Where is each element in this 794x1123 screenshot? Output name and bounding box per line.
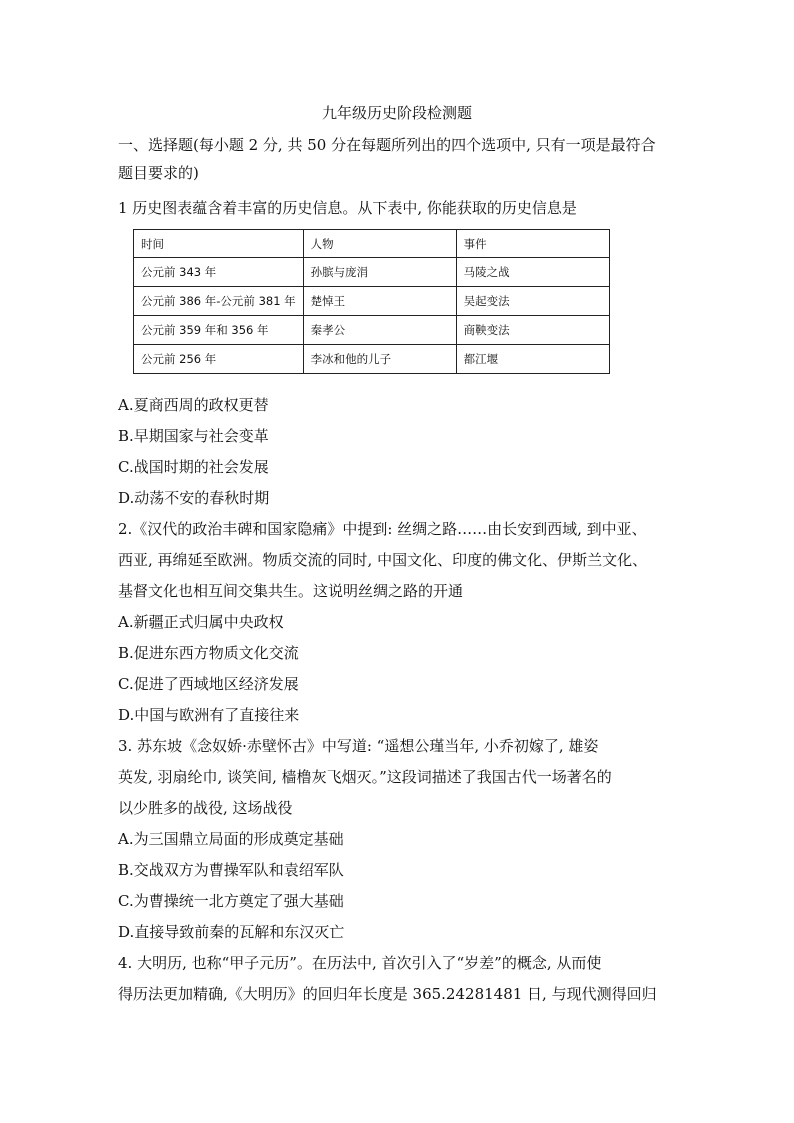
question-3-stem: 以少胜多的战役, 这场战役	[118, 799, 293, 817]
table-cell-person: 秦孝公	[303, 316, 456, 345]
table-cell-event: 吴起变法	[456, 287, 609, 316]
table-cell-person: 李冰和他的儿子	[303, 345, 456, 374]
table-row	[134, 345, 610, 374]
table-cell-event: 商鞅变法	[456, 316, 609, 345]
question-2-stem: 2.《汉代的政治丰碑和国家隐痛》中提到: 丝绸之路……由长安到西域, 到中亚、	[118, 520, 647, 538]
question-1-option-a: A.夏商西周的政权更替	[118, 396, 269, 414]
question-4-stem: 得历法更加精确,《大明历》的回归年长度是 365.24281481 日, 与现代测得回归	[118, 985, 657, 1003]
question-3-option-b: B.交战双方为曹操军队和袁绍军队	[118, 861, 344, 879]
question-1-option-b: B.早期国家与社会变革	[118, 427, 269, 445]
question-3-option-a: A.为三国鼎立局面的形成奠定基础	[118, 830, 344, 848]
question-1-option-c: C.战国时期的社会发展	[118, 458, 269, 476]
question-3-stem: 3. 苏东坡《念奴娇·赤壁怀古》中写道: “遥想公瑾当年, 小乔初嫁了, 雄姿	[118, 737, 599, 755]
table-row	[134, 316, 610, 345]
table-cell-time: 公元前 359 年和 356 年	[134, 316, 304, 345]
question-4-stem: 4. 大明历, 也称“甲子元历”。在历法中, 首次引入了“岁差”的概念, 从而使	[118, 954, 602, 972]
question-2-option-a: A.新疆正式归属中央政权	[118, 613, 284, 631]
history-table	[133, 229, 610, 374]
section-heading-cont: 题目要求的)	[118, 164, 199, 182]
question-1-option-d: D.动荡不安的春秋时期	[118, 489, 270, 507]
table-cell-time: 公元前 343 年	[134, 258, 304, 287]
table-row	[134, 287, 610, 316]
section-heading: 一、选择题(每小题 2 分, 共 50 分在每题所列出的四个选项中, 只有一项是最符合	[118, 136, 656, 154]
table-cell-event: 都江堰	[456, 345, 609, 374]
table-cell-event: 马陵之战	[456, 258, 609, 287]
table-cell-time: 公元前 256 年	[134, 345, 304, 374]
question-1-stem: 1 历史图表蕴含着丰富的历史信息。从下表中, 你能获取的历史信息是	[118, 199, 577, 217]
question-3-stem: 英发, 羽扇纶巾, 谈笑间, 樯橹灰飞烟灭。”这段词描述了我国古代一场著名的	[118, 768, 612, 786]
question-3-option-c: C.为曹操统一北方奠定了强大基础	[118, 892, 344, 910]
table-header-event: 事件	[456, 230, 609, 258]
table-row	[134, 258, 610, 287]
page-title: 九年级历史阶段检测题	[321, 104, 472, 122]
table-cell-person: 孙膑与庞涓	[303, 258, 456, 287]
table-cell-time: 公元前 386 年-公元前 381 年	[134, 287, 304, 316]
question-2-option-b: B.促进东西方物质文化交流	[118, 644, 299, 662]
table-cell-person: 楚悼王	[303, 287, 456, 316]
question-2-stem: 基督文化也相互间交集共生。这说明丝绸之路的开通	[118, 582, 464, 600]
question-2-option-c: C.促进了西域地区经济发展	[118, 675, 299, 693]
table-header-time: 时间	[134, 230, 304, 258]
question-2-stem: 西亚, 再绵延至欧洲。物质交流的同时, 中国文化、印度的佛文化、伊斯兰文化、	[118, 551, 648, 569]
question-2-option-d: D.中国与欧洲有了直接往来	[118, 706, 300, 724]
question-3-option-d: D.直接导致前秦的瓦解和东汉灭亡	[118, 923, 345, 941]
table-header-row	[134, 230, 610, 258]
table-header-person: 人物	[303, 230, 456, 258]
